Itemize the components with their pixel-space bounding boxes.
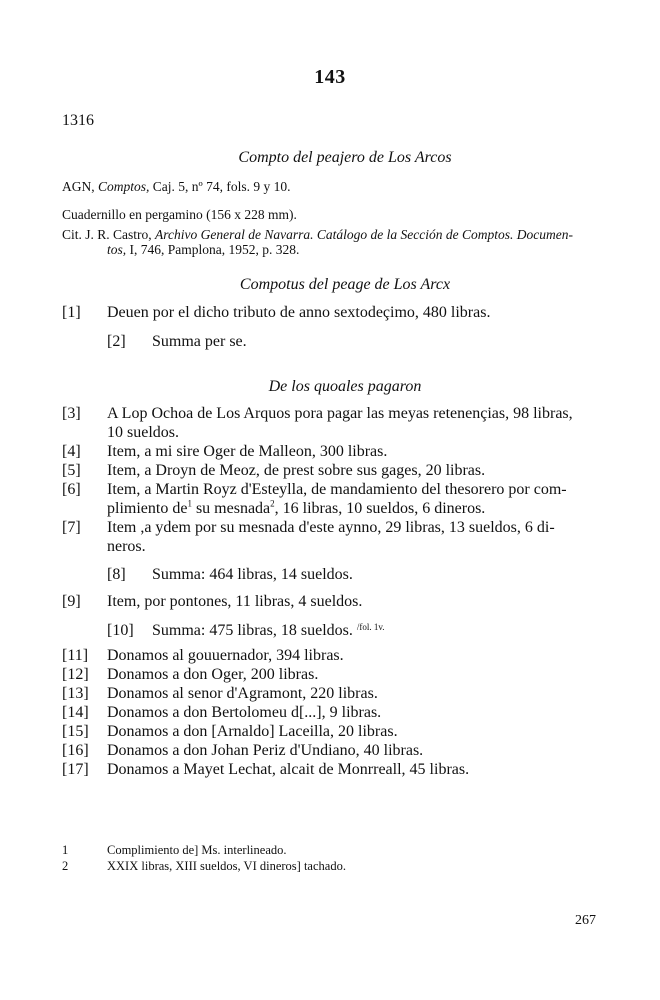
physical-description: Cuadernillo en pergamino (156 x 228 mm).	[62, 207, 297, 222]
entry-text: Donamos al gouuernador, 394 libras.	[107, 647, 344, 664]
archive-reference: AGN, Comptos, Caj. 5, nº 74, fols. 9 y 10.	[62, 179, 291, 194]
citation-line-2: tos, I, 746, Pamplona, 1952, p. 328.	[107, 242, 300, 257]
entry-text: Item, por pontones, 11 libras, 4 sueldos.	[107, 593, 363, 610]
entry-number: [9]	[62, 593, 81, 610]
entry-number: [11]	[62, 647, 89, 664]
entry-text: Item ,a ydem por su mesnada d'este aynno, 29 libras, 13 sueldos, 6 di-	[107, 519, 555, 536]
entry-text: Item, a Droyn de Meoz, de prest sobre sus gages, 20 libras.	[107, 462, 486, 479]
document-number: 143	[314, 66, 346, 88]
entry-number: [6]	[62, 481, 81, 498]
entry-text-continued: plimiento $de^1$ su mesnada$^2$, 16 libras, 10 sueldos, 6 dineros.	[107, 498, 486, 517]
entry-number: [3]	[62, 405, 81, 422]
summa-number: [10]	[107, 622, 134, 639]
entry-number: [13]	[62, 685, 89, 702]
entry-text: Item, a Martin Royz d'Esteylla, de mandamiento del thesorero por com-	[107, 481, 567, 498]
summa-text: Summa per se.	[152, 333, 247, 350]
summa-text: Summa: 464 libras, 14 sueldos.	[152, 566, 353, 583]
entry-text-continued: 10 sueldos.	[107, 424, 179, 441]
entry-number: [17]	[62, 761, 89, 778]
footnote-marker: 2	[270, 498, 275, 509]
entry-text: Donamos al senor d'Agramont, 220 libras.	[107, 685, 378, 702]
footnote-number: 1	[62, 843, 69, 857]
entry-text-continued: neros.	[107, 538, 146, 555]
folio-marker: /fol. 1v.	[356, 622, 385, 632]
document-year: 1316	[62, 112, 94, 129]
entry-number: [12]	[62, 666, 89, 683]
entry-text: Donamos a don [Arnaldo] Laceilla, 20 libras.	[107, 723, 398, 740]
entry-number: [15]	[62, 723, 89, 740]
entry-number: [16]	[62, 742, 89, 759]
entry-number: [5]	[62, 462, 81, 479]
summa-text: Summa: 475 libras, 18 sueldos. $^{/fol. 1v.}$	[152, 622, 385, 639]
entry-text: Donamos a don Johan Periz d'Undiano, 40 libras.	[107, 742, 424, 759]
entry-number: [14]	[62, 704, 89, 721]
footnote-text: Complimiento de] Ms. interlineado.	[107, 843, 287, 857]
entry-text: Donamos a don Oger, 200 libras.	[107, 666, 319, 683]
page-number: 267	[575, 913, 596, 928]
entry-number: [4]	[62, 443, 81, 460]
summa-number: [2]	[107, 333, 126, 350]
entry-text: A Lop Ochoa de Los Arquos pora pagar las meyas retenençias, 98 libras,	[107, 405, 573, 422]
summa-number: [8]	[107, 566, 126, 583]
section-title-pagaron: De los quoales pagaron	[268, 378, 422, 395]
entry-number: [1]	[62, 304, 81, 321]
footnote-text: XXIX libras, XIII sueldos, VI dineros] tachado.	[107, 859, 346, 873]
citation-line-1: Cit. J. R. Castro, Archivo General de Navarra. Catálogo de la Sección de Comptos. Documen-	[62, 227, 573, 242]
footnote-number: 2	[62, 859, 69, 873]
entry-text: Donamos a don Bertolomeu d[...], 9 libras.	[107, 704, 382, 721]
section-title-compotus: Compotus del peage de Los Arcx	[239, 276, 451, 293]
document-title: Compto del peajero de Los Arcos	[238, 149, 452, 166]
entry-text: Deuen por el dicho tributo de anno sextodeçimo, 480 libras.	[107, 304, 491, 321]
entry-text: Item, a mi sire Oger de Malleon, 300 libras.	[107, 443, 388, 460]
entry-text: Donamos a Mayet Lechat, alcait de Monrreall, 45 libras.	[107, 761, 470, 778]
entry-number: [7]	[62, 519, 81, 536]
footnote-marker: 1	[187, 498, 192, 509]
